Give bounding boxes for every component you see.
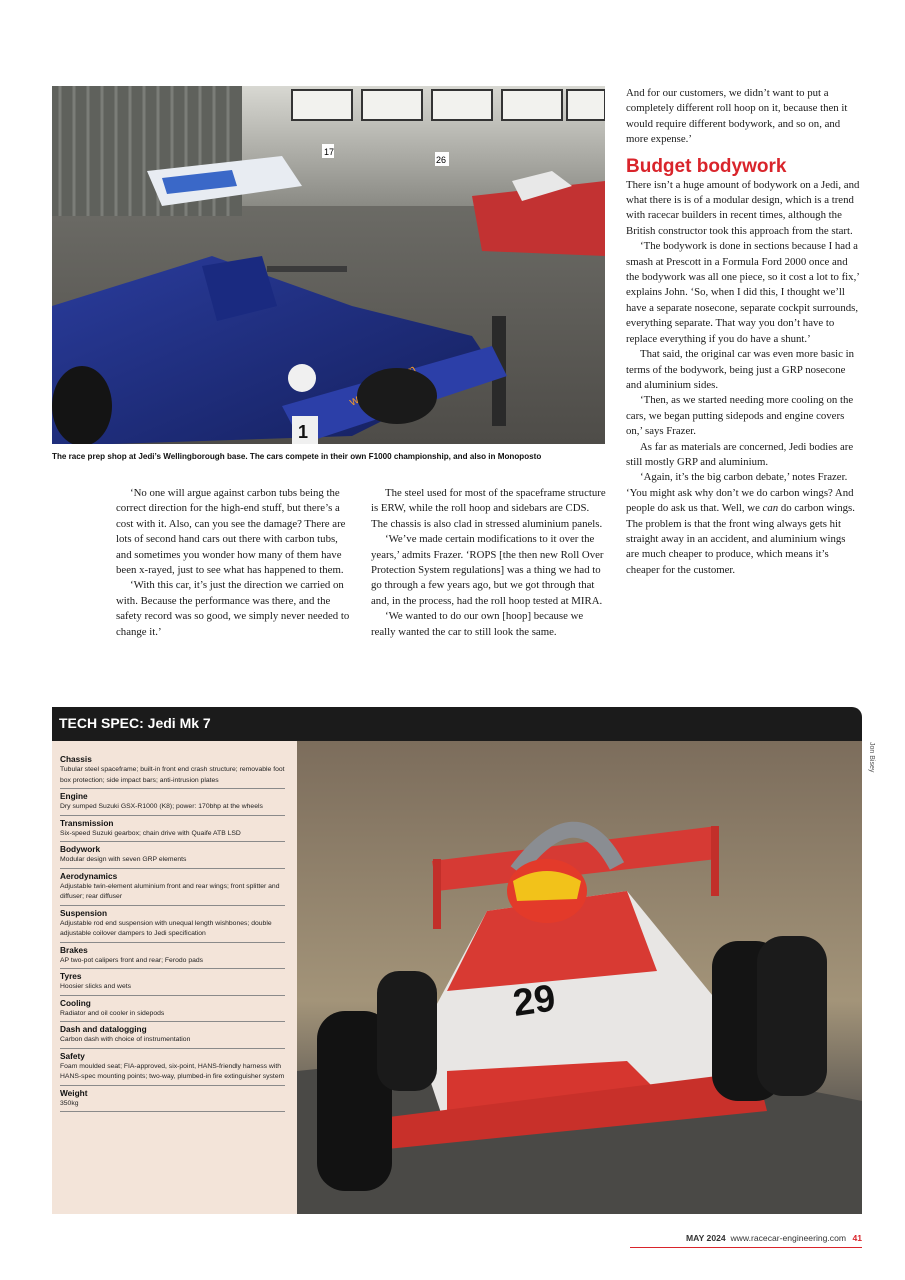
tech-spec-title: TECH SPEC: Jedi Mk 7: [59, 715, 211, 731]
spec-item-suspension: [60, 906, 285, 943]
article-column-2: [371, 486, 607, 640]
paragraph: As far as materials are concerned, Jedi bodies are still mostly GRP and aluminium.: [626, 440, 854, 468]
paragraph: ‘We’ve made certain modifications to it over the years,’ admits Frazer. ‘ROPS [the then new Roll Over Protection System regulations] was a thing we had to go through a few years ago, but we got through that and, in the process, had the roll hoop tested at MIRA.: [371, 533, 604, 607]
race-car-photo-art: [297, 741, 862, 1214]
workshop-photo-art: [52, 86, 605, 444]
spec-item-tyres: [60, 969, 285, 996]
spec-value: Adjustable rod end suspension with unequal length wishbones; double adjustable coilover dampers to Jedi specification: [60, 919, 272, 937]
spec-value: Tubular steel spaceframe; built-in front end crash structure; removable foot box protection; side impact bars; anti-intrusion plates: [60, 766, 285, 784]
spec-value: Radiator and oil cooler in sidepods: [60, 1009, 165, 1017]
page-number: 41: [852, 1233, 862, 1243]
paragraph: That said, the original car was even more basic in terms of the bodywork, being just a GRP nosecone and aluminium sides.: [626, 348, 855, 391]
website-link[interactable]: www.racecar-engineering.com: [730, 1233, 847, 1243]
car-race-number: 29: [510, 977, 559, 1025]
spec-item-transmission: [60, 816, 285, 843]
paragraph-text: ‘Again, it’s the big carbon debate,’ notes Frazer. ‘You might ask why don’t we do carbon wings? And people do ask us that. Well, we: [626, 471, 854, 515]
paragraph: There isn’t a huge amount of bodywork on a Jedi, and what there is is of a modular design, which is a trend with racecar builders in recent times, although the British constructor took this approach from the start.: [626, 178, 860, 237]
paragraph: ‘We wanted to do our own [hoop] because we really wanted the car to still look the same.: [371, 610, 584, 638]
spec-value: Dry sumped Suzuki GSX-R1000 (K8); power: 170bhp at the wheels: [60, 803, 263, 810]
spec-label: Chassis: [60, 754, 92, 764]
spec-item-chassis: [60, 752, 285, 789]
spec-label: Safety: [60, 1050, 85, 1061]
spec-value: Carbon dash with choice of instrumentation: [60, 1036, 191, 1043]
spec-item-aerodynamics: [60, 869, 285, 906]
spec-value: 350kg: [60, 1099, 79, 1107]
paragraph: ‘Then, as we started needing more cooling on the cars, we began putting sidepods and engine covers on,’ says Frazer.: [626, 394, 854, 438]
paragraph-text: do carbon wings. The problem is that the front wing always gets hit straight away in an accident, and aluminium wings are much cheaper to produce, which means it’s cheaper for the customer.: [626, 502, 855, 576]
tech-spec-panel: [52, 741, 297, 1214]
spec-item-weight: [60, 1086, 285, 1113]
paragraph: [626, 470, 861, 578]
spec-label: Tyres: [60, 971, 82, 981]
spec-label: Cooling: [60, 997, 91, 1008]
spec-item-cooling: [60, 996, 285, 1023]
spec-value: Adjustable twin-element aluminium front and rear wings; front splitter and diffuser; rear diffuser: [60, 882, 280, 900]
paragraph: ‘The bodywork is done in sections because I had a smash at Prescott in a Formula Ford 2000 once and the bodywork was all one piece, so it cost a lot to fix,’ explains John. ‘So, when I did this, I thought we’ll have a separate nosecone, separate cockpit surrounds, everything separate. That way you don’t have to replace everything if you do have a shunt.’: [626, 240, 860, 345]
car-number-17: 17: [324, 147, 335, 157]
car-number-26: 26: [436, 155, 447, 165]
spec-label: Aerodynamics: [60, 870, 118, 881]
spec-value: Foam moulded seat; FIA-approved, six-point, HANS-friendly harness with HANS-spec mounting points; two-way, plumbed-in fire extinguisher system: [60, 1062, 285, 1080]
car-number-1: 1: [298, 422, 309, 442]
footer-rule: [630, 1247, 862, 1248]
issue-date: MAY 2024: [686, 1233, 726, 1243]
spec-label: Brakes: [60, 944, 88, 955]
race-car-photo: [297, 741, 862, 1214]
paragraph: And for our customers, we didn’t want to put a completely different roll hoop on it, because then it would require different bodywork, and so on, and more expense.’: [626, 87, 848, 146]
article-column-3: [626, 86, 861, 578]
workshop-photo: [52, 86, 605, 444]
spec-value: Hoosier slicks and wets: [60, 983, 132, 990]
paragraph: The steel used for most of the spaceframe structure is ERW, while the roll hoop and sidebars are CDS. The chassis is also clad in stressed aluminium panels.: [371, 487, 606, 530]
article-column-1: [116, 486, 351, 640]
spec-label: Transmission: [60, 817, 114, 828]
spec-item-brakes: [60, 943, 285, 970]
page-footer: [630, 1233, 862, 1243]
paragraph: ‘With this car, it’s just the direction we carried on with. Because the performance was there, and the safety record was so good, we simply never needed to change it.’: [116, 579, 350, 638]
spec-item-dash: [60, 1022, 285, 1049]
spec-item-engine: [60, 789, 285, 816]
spec-label: Engine: [60, 791, 88, 801]
photo-caption: The race prep shop at Jedi’s Wellingborough base. The cars compete in their own F1000 championship, and also in Monoposto: [52, 452, 542, 461]
paragraph: ‘No one will argue against carbon tubs being the correct direction for the high-end stuff, but there’s a cost with it. Also, can you see the damage? There are lots of second hand cars out there with carbon tubs, and sometimes you wonder how many of them have been x-rayed, just to see what has happened to them.: [116, 487, 346, 577]
tech-spec-header: [52, 707, 862, 741]
subheading: Budget bodywork: [626, 155, 787, 177]
emphasis: can: [762, 502, 779, 515]
photo-credit: Jon Bisey: [868, 742, 875, 773]
spec-item-bodywork: [60, 842, 285, 869]
spec-item-safety: [60, 1049, 285, 1086]
spec-label: Dash and datalogging: [60, 1024, 147, 1034]
spec-value: Six-speed Suzuki gearbox; chain drive with Quaife ATB LSD: [60, 829, 241, 837]
spec-value: Modular design with seven GRP elements: [60, 856, 187, 863]
spec-value: AP two-pot calipers front and rear; Ferodo pads: [60, 956, 204, 964]
spec-label: Weight: [60, 1087, 88, 1098]
spec-label: Suspension: [60, 907, 108, 918]
tech-spec-list: [60, 752, 285, 1112]
spec-label: Bodywork: [60, 844, 101, 854]
